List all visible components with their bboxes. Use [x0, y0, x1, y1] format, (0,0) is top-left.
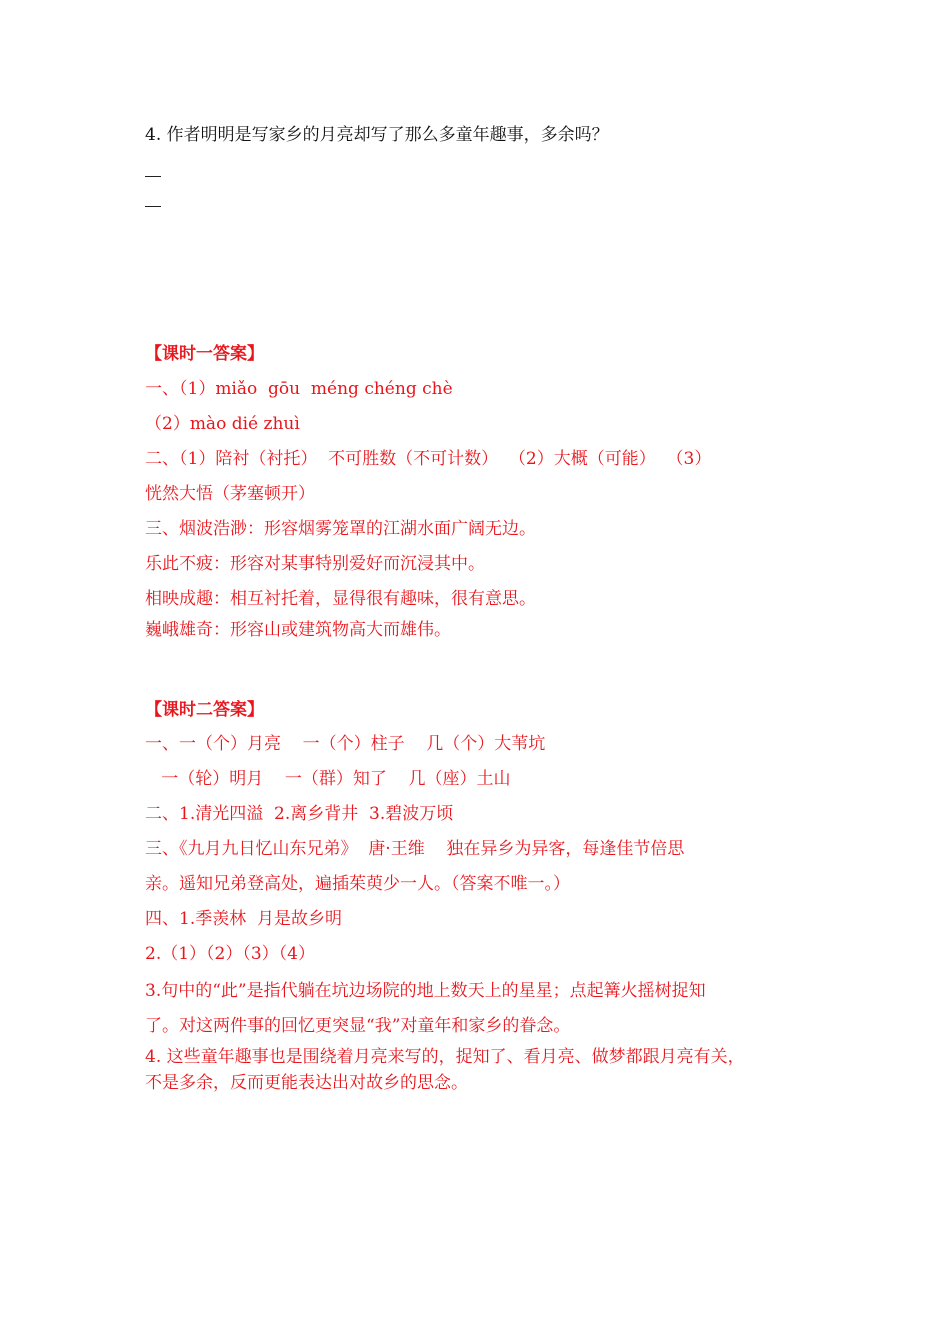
lesson2-line: 3.句中的“此”是指代躺在坑边场院的地上数天上的星星；点起篝火摇树捉知	[145, 981, 706, 1001]
lesson1-line: 巍峨雄奇：形容山或建筑物高大而雄伟。	[145, 620, 451, 640]
lesson2-line: 2.（1）（2）（3）（4）	[145, 944, 315, 964]
lesson2-line: 了。对这两件事的回忆更突显“我”对童年和家乡的眷念。	[145, 1016, 571, 1036]
lesson1-line: （2）mào dié zhuì	[145, 414, 300, 434]
lesson2-line: 不是多余，反而更能表达出对故乡的思念。	[145, 1073, 468, 1093]
lesson2-line: 四、1.季羡林 月是故乡明	[145, 909, 343, 929]
lesson2-line: 亲。遥知兄弟登高处，遍插茱萸少一人。（答案不唯一。）	[145, 874, 570, 894]
answer-blank-line	[145, 206, 161, 207]
lesson1-line: 恍然大悟（茅塞顿开）	[145, 484, 315, 504]
lesson1-line: 三、烟波浩渺：形容烟雾笼罩的江湖水面广阔无边。	[145, 519, 536, 539]
lesson2-line: 4. 这些童年趣事也是围绕着月亮来写的，捉知了、看月亮、做梦都跟月亮有关，	[145, 1047, 745, 1067]
lesson2-line: 二、1.清光四溢 2.离乡背井 3.碧波万顷	[145, 804, 454, 824]
answer-blank-line	[145, 176, 161, 177]
lesson2-line: 三、《九月九日忆山东兄弟》 唐·王维 独在异乡为异客，每逢佳节倍思	[145, 839, 685, 859]
lesson1-header: 【课时一答案】	[145, 344, 264, 364]
lesson2-line: 一、一（个）月亮 一（个）柱子 几（个）大苇坑	[145, 734, 546, 754]
lesson2-line: 一（轮）明月 一（群）知了 几（座）土山	[145, 769, 511, 789]
lesson1-line: 二、（1）陪衬（衬托） 不可胜数（不可计数） （2）大概（可能） （3）	[145, 449, 712, 469]
lesson1-line: 乐此不疲：形容对某事特别爱好而沉浸其中。	[145, 554, 485, 574]
lesson2-header: 【课时二答案】	[145, 700, 264, 720]
lesson1-line: 相映成趣：相互衬托着，显得很有趣味，很有意思。	[145, 589, 536, 609]
question-4: 4. 作者明明是写家乡的月亮却写了那么多童年趣事，多余吗？	[145, 125, 609, 145]
lesson1-line: 一、（1）miǎo gōu méng chéng chè	[145, 379, 453, 399]
